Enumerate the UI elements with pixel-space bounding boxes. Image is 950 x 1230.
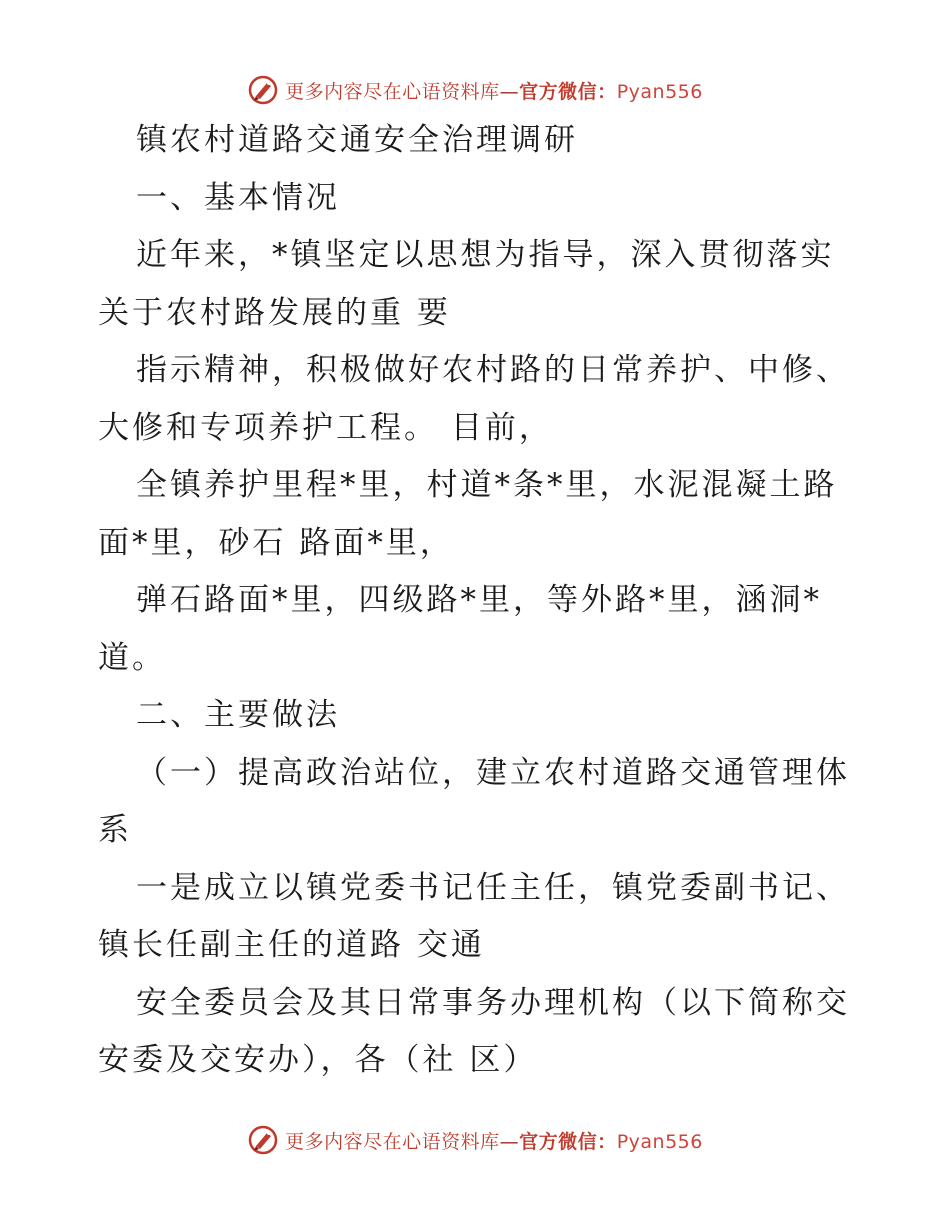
pen-logo-icon: [247, 74, 279, 106]
document-line: 全镇养护里程*里，村道*条*里，水泥混凝土路: [136, 467, 838, 503]
banner-separator: —: [499, 80, 520, 103]
document-line: 一、基本情况: [136, 179, 340, 216]
document-line: 大修和专项养护工程。 目前，: [98, 409, 553, 446]
document-line: 面*里，砂石 路面*里，: [98, 524, 454, 561]
document-line: （一）提高政治站位，建立农村道路交通管理体: [136, 754, 850, 791]
document-line: 道。: [98, 639, 166, 676]
banner-wechat-label: 官方微信：: [519, 80, 617, 103]
document-line: 一是成立以镇党委书记任主任，镇党委副书记、: [136, 869, 850, 906]
footer-banner: [0, 1120, 950, 1160]
document-line: 镇农村道路交通安全治理调研: [136, 122, 578, 158]
document-line: 关于农村路发展的重 要: [98, 294, 451, 331]
banner-title: 更多内容尽在心语资料库: [285, 1130, 500, 1153]
document-line: 安全委员会及其日常事务办理机构（以下简称交: [136, 984, 850, 1021]
banner-wechat-label: 官方微信：: [519, 1130, 617, 1153]
banner-text: [285, 77, 703, 104]
document-line: 安委及交安办），各（社 区）: [98, 1042, 538, 1078]
banner-text: [285, 1127, 703, 1154]
document-body: [98, 120, 858, 1110]
pen-logo-icon: [247, 1124, 279, 1156]
document-line: 近年来，*镇坚定以思想为指导，深入贯彻落实: [136, 237, 835, 273]
document-line: 镇长任副主任的道路 交通: [98, 927, 485, 963]
document-line: 二、主要做法: [136, 697, 340, 733]
banner-separator: —: [499, 1130, 520, 1153]
document-line: 指示精神，积极做好农村路的日常养护、中修、: [136, 352, 850, 388]
banner-wechat-id: Pyan556: [616, 80, 703, 103]
header-banner: [0, 70, 950, 110]
banner-title: 更多内容尽在心语资料库: [285, 80, 500, 103]
banner-wechat-id: Pyan556: [616, 1130, 703, 1153]
document-line: 弹石路面*里，四级路*里，等外路*里，涵洞*: [136, 582, 822, 618]
document-line: 系: [98, 812, 132, 848]
